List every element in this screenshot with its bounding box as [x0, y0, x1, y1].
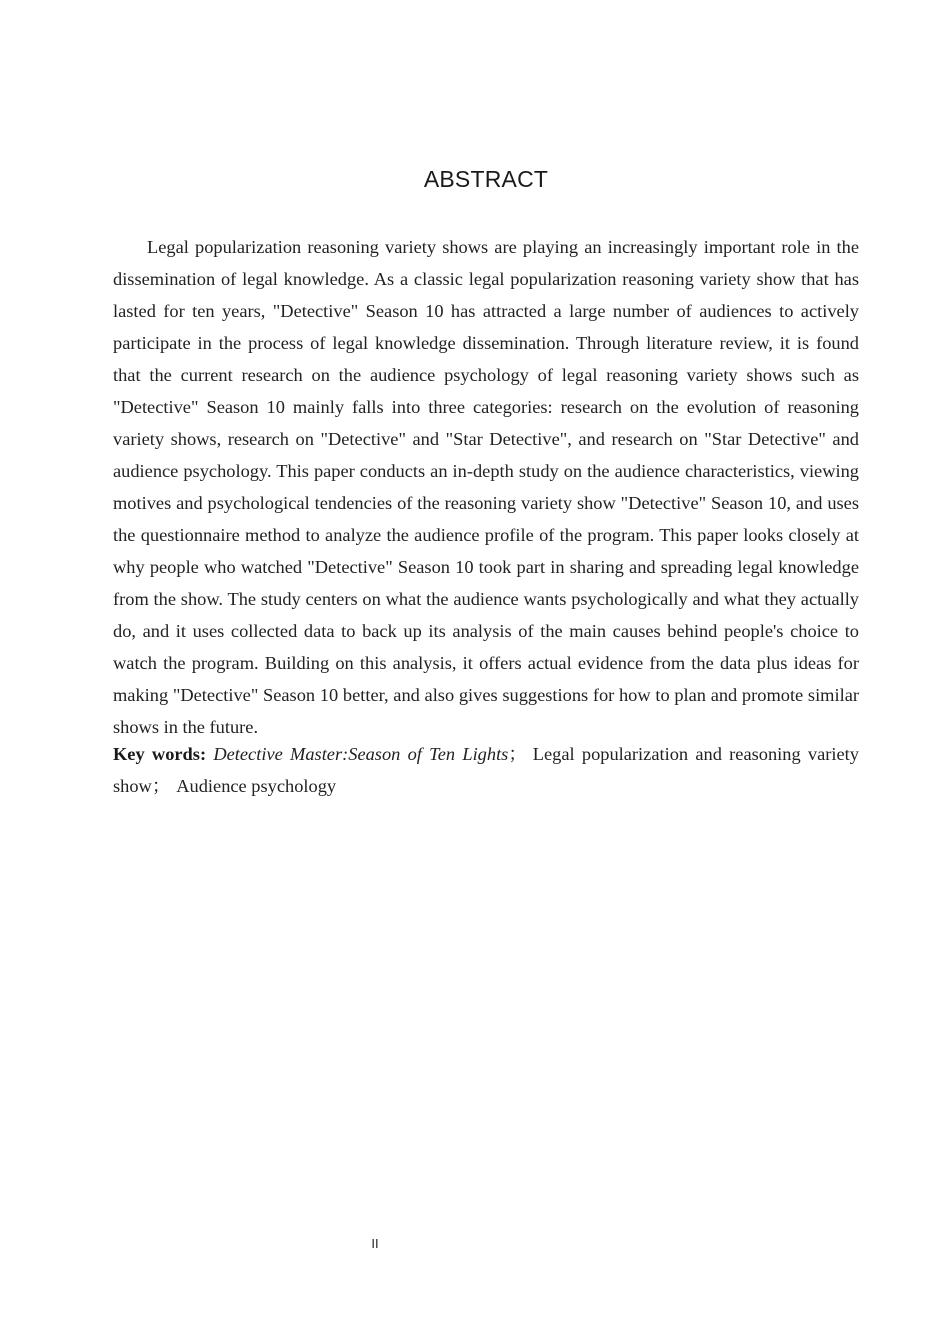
keyword-item: Detective Master:Season of Ten Lights	[213, 744, 509, 764]
keyword-item: Legal popularization and reasoning variety show	[113, 744, 859, 796]
keyword-separator: ；	[151, 776, 171, 796]
keywords-line	[113, 738, 859, 802]
keyword-separator: ；	[508, 744, 527, 764]
abstract-body: Legal popularization reasoning variety shows are playing an increasingly important role in the dissemination of legal knowledge. As a classic legal popularization reasoning variety show that has lasted for ten years, "Detective" Season 10 has attracted a large number of audiences to actively participate in the process of legal knowledge dissemination. Through literature review, it is found that the current research on the audience psychology of legal reasoning variety shows such as "Detective" Season 10 mainly falls into three categories: research on the evolution of reasoning variety shows, research on "Detective" and "Star Detective", and research on "Star Detective" and audience psychology. This paper conducts an in-depth study on the audience characteristics, viewing motives and psychological tendencies of the reasoning variety show "Detective" Season 10, and uses the questionnaire method to analyze the audience profile of the program. This paper looks closely at why people who watched "Detective" Season 10 took part in sharing and spreading legal knowledge from the show. The study centers on what the audience wants psychologically and what they actually do, and it uses collected data to back up its analysis of the main causes behind people's choice to watch the program. Building on this analysis, it offers actual evidence from the data plus ideas for making "Detective" Season 10 better, and also gives suggestions for how to plan and promote similar shows in the future.	[113, 237, 859, 737]
keywords-label: Key words:	[113, 744, 207, 764]
keyword-item: Audience psychology	[176, 776, 337, 796]
page-number: II	[371, 1236, 379, 1251]
abstract-title: ABSTRACT	[423, 166, 549, 192]
